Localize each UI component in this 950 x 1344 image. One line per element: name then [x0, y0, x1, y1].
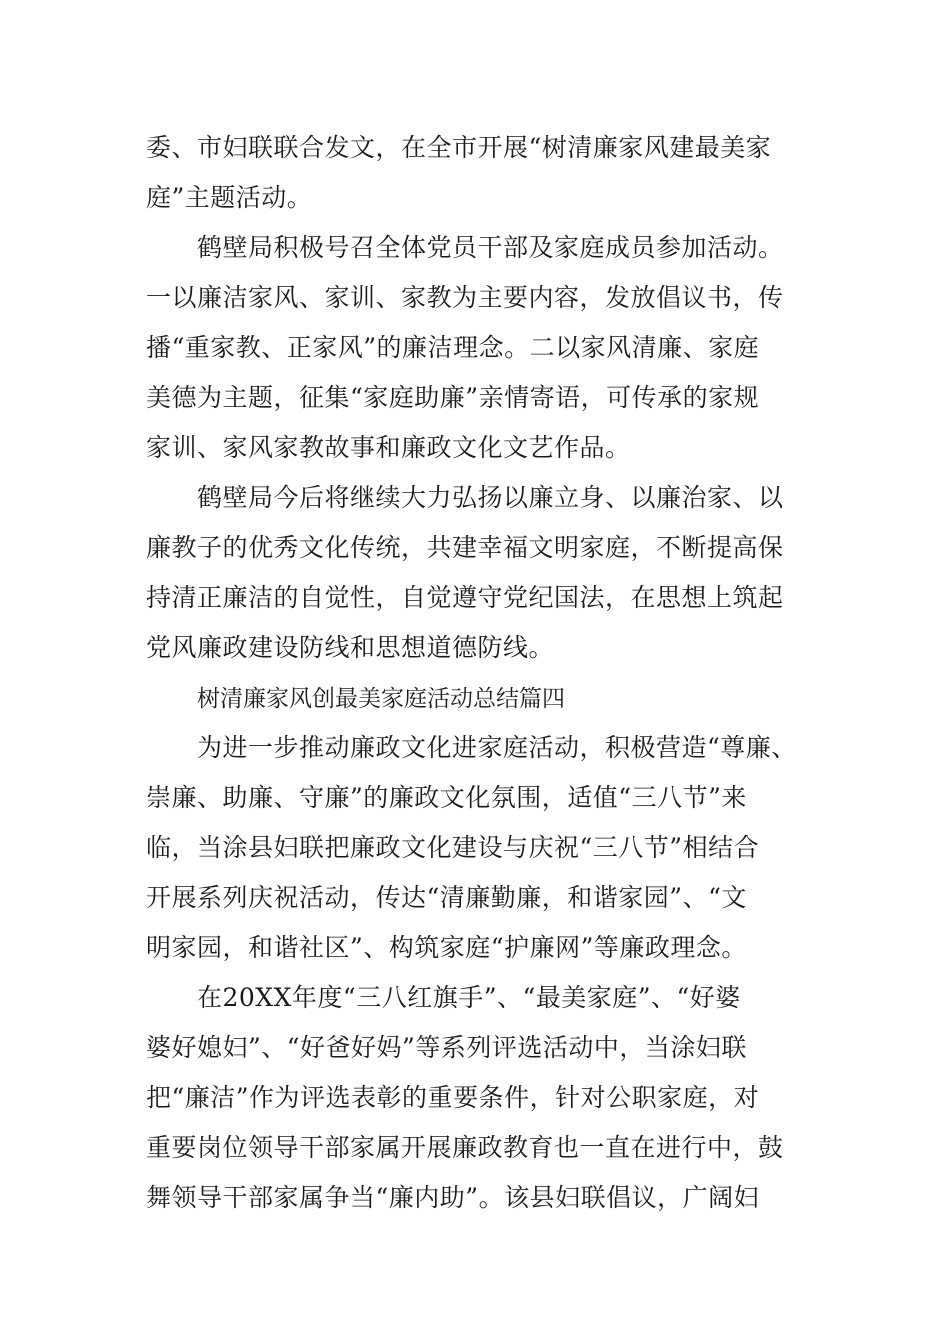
section-heading: 树清廉家风创最美家庭活动总结篇四: [197, 686, 565, 712]
paragraph-line: 临，当涂县妇联把廉政文化建设与庆祝“三八节”相结合: [146, 833, 760, 862]
paragraph-line: 明家园，和谐社区”、构筑家庭“护廉网”等廉政理念。: [146, 933, 747, 962]
paragraph-line: 为进一步推动廉政文化进家庭活动，积极营造“尊廉、: [197, 733, 797, 762]
paragraph-line: 党风廉政建设防线和思想道德防线。: [146, 633, 555, 662]
paragraph-line: 崇廉、助廉、守廉”的廉政文化氛围，适值“三八节”来: [146, 783, 747, 812]
paragraph-line: 开展系列庆祝活动，传达“清廉勤廉，和谐家园”、“文: [146, 883, 747, 912]
paragraph-line: 持清正廉洁的自觉性，自觉遵守党纪国法，在思想上筑起: [146, 583, 784, 612]
paragraph-line: 美德为主题，征集“家庭助廉”亲情寄语，可传承的家规: [146, 383, 760, 412]
paragraph-line: 委、市妇联联合发文，在全市开展“树清廉家风建最美家: [146, 133, 772, 162]
paragraph-line: 庭”主题活动。: [146, 183, 313, 212]
paragraph-line: 鹤壁局今后将继续大力弘扬以廉立身、以廉治家、以: [197, 483, 784, 512]
paragraph-line: 一以廉洁家风、家训、家教为主要内容，发放倡议书，传: [146, 283, 784, 312]
paragraph-line: 婆好媳妇”、“好爸好妈”等系列评选活动中，当涂妇联: [146, 1033, 747, 1062]
paragraph-line: 播“重家教、正家风”的廉洁理念。二以家风清廉、家庭: [146, 333, 760, 362]
paragraph-line: 廉教子的优秀文化传统，共建幸福文明家庭，不断提高保: [146, 533, 784, 562]
paragraph-line: 把“廉洁”作为评选表彰的重要条件，针对公职家庭，对: [146, 1083, 760, 1112]
paragraph-line: 舞领导干部家属争当“廉内助”。该县妇联倡议，广阔妇: [146, 1183, 760, 1212]
paragraph-line: 重要岗位领导干部家属开展廉政教育也一直在进行中，鼓: [146, 1133, 784, 1162]
paragraph-line: 鹤壁局积极号召全体党员干部及家庭成员参加活动。: [197, 233, 784, 262]
paragraph-line: 家训、家风家教故事和廉政文化文艺作品。: [146, 433, 631, 462]
paragraph-line: 在20XX年度“三八红旗手”、“最美家庭”、“好婆: [197, 983, 741, 1012]
